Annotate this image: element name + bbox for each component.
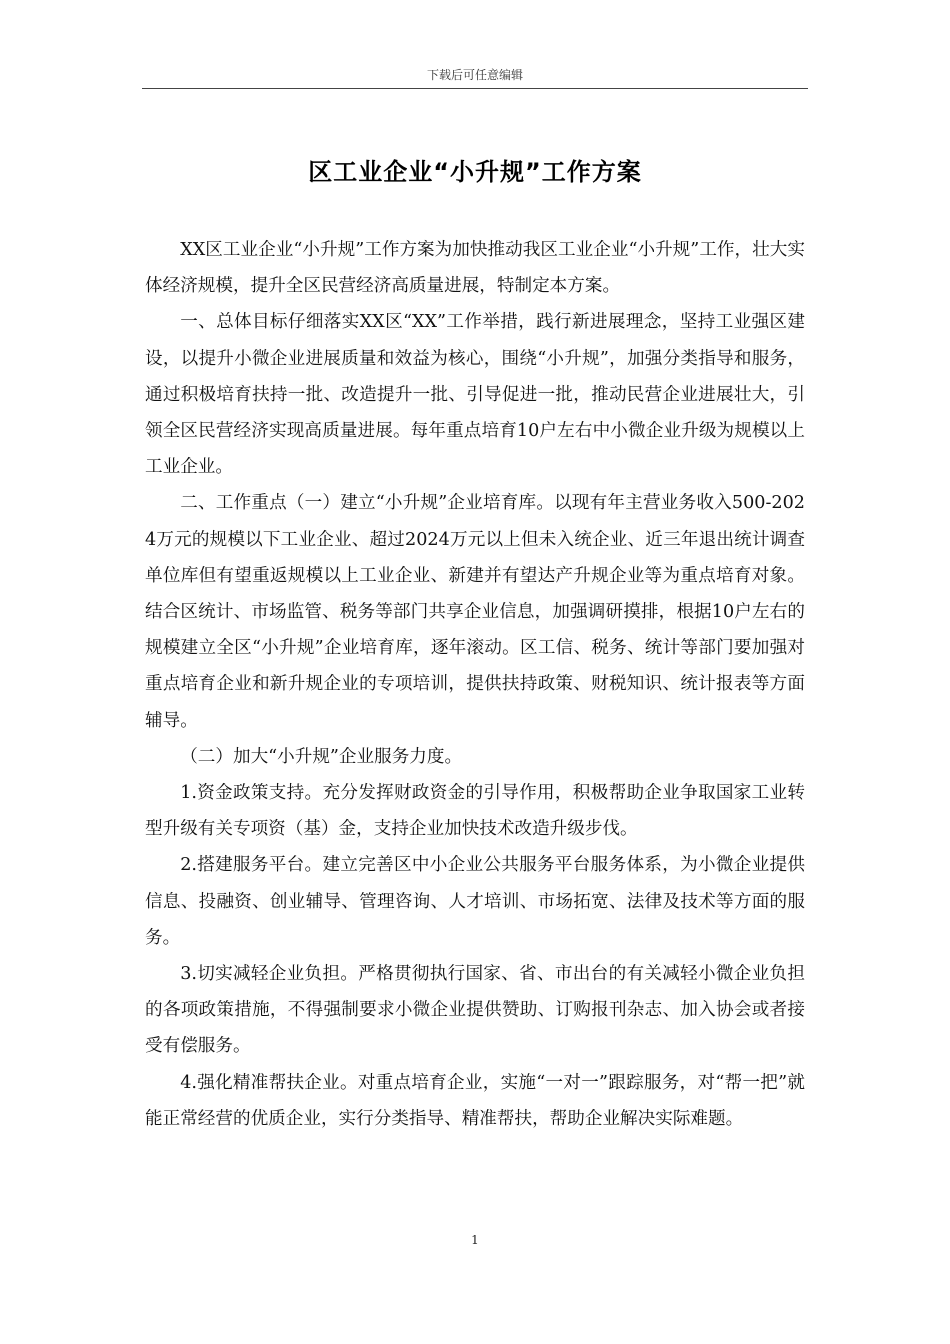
document-body [145,232,805,1137]
header-divider [142,88,808,89]
paragraph-overall-goal: 一、总体目标仔细落实XX区“XX”工作举措，践行新进展理念，坚持工业强区建设，以提升小微企业进展质量和效益为核心，围绕“小升规”，加强分类指导和服务，通过积极培育扶持一批、改造提升一批、引导促进一批，推动民营企业进展壮大，引领全区民营经济实现高质量进展。每年重点培育10户左右中小微企业升级为规模以上工业企业。 [145,312,805,478]
paragraph-item-1: 1.资金政策支持。充分发挥财政资金的引导作用，积极帮助企业争取国家工业转型升级有关专项资（基）金，支持企业加快技术改造升级步伐。 [145,783,805,840]
paragraph-work-focus: 二、工作重点（一）建立“小升规”企业培育库。以现有年主营业务收入500-2024万元的规模以下工业企业、超过2024万元以上但未入统企业、近三年退出统计调查单位库但有望重返规模以上工业企业、新建并有望达产升规企业等为重点培育对象。结合区统计、市场监管、税务等部门共享企业信息，加强调研摸排，根据10户左右的规模建立全区“小升规”企业培育库，逐年滚动。区工信、税务、统计等部门要加强对重点培育企业和新升规企业的专项培训，提供扶持政策、财税知识、统计报表等方面辅导。 [145,493,805,731]
page-header-note: 下载后可任意编辑 [426,68,523,82]
paragraph-service-heading: （二）加大“小升规”企业服务力度。 [180,746,463,767]
paragraph-item-4: 4.强化精准帮扶企业。对重点培育企业，实施“一对一”跟踪服务，对“帮一把”就能正常经营的优质企业，实行分类指导、精准帮扶，帮助企业解决实际难题。 [145,1072,805,1129]
paragraph-intro: XX区工业企业“小升规”工作方案为加快推动我区工业企业“小升规”工作，壮大实体经济规模，提升全区民营经济高质量进展，特制定本方案。 [145,240,805,297]
page-number: 1 [471,1233,479,1247]
document-title: 区工业企业“小升规”工作方案 [308,158,642,186]
paragraph-item-3: 3.切实减轻企业负担。严格贯彻执行国家、省、市出台的有关减轻小微企业负担的各项政策措施，不得强制要求小微企业提供赞助、订购报刊杂志、加入协会或者接受有偿服务。 [145,964,805,1057]
paragraph-item-2: 2.搭建服务平台。建立完善区中小企业公共服务平台服务体系，为小微企业提供信息、投融资、创业辅导、管理咨询、人才培训、市场拓宽、法律及技术等方面的服务。 [145,855,805,948]
